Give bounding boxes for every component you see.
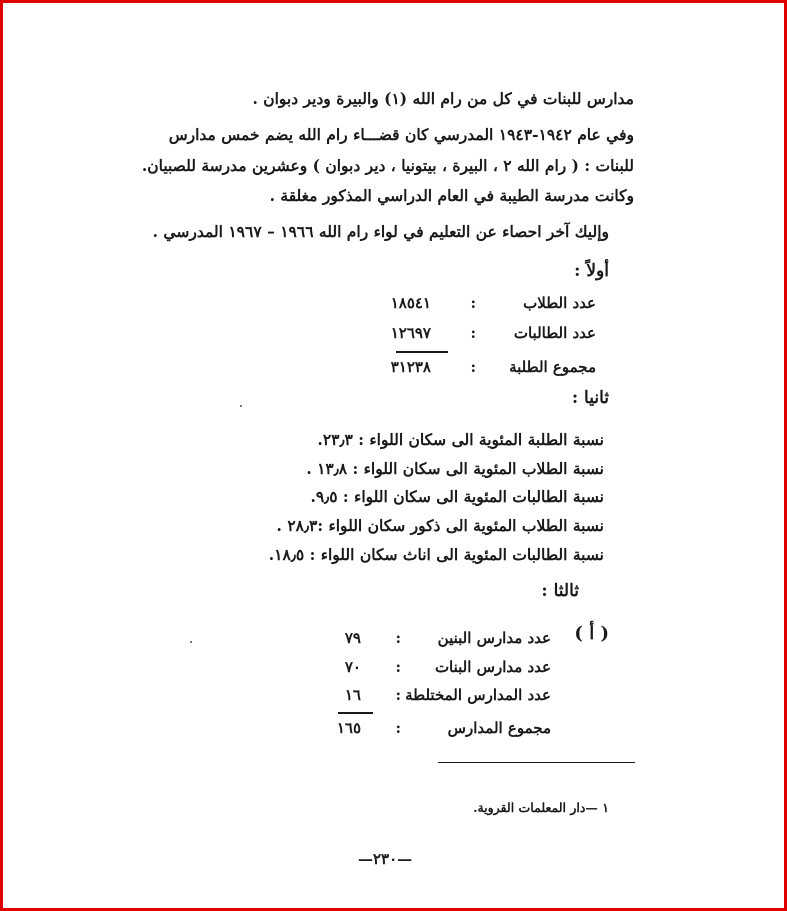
row-separator: : — [470, 294, 476, 312]
scan-speck — [240, 405, 242, 407]
ratio-line-5: نسبة الطالبات المئوية الى اناث سكان اللواء : ١٨٫٥. — [268, 545, 604, 564]
ratio-line-1: نسبة الطلبة المئوية الى سكان اللواء : ٢٣٫٣. — [317, 430, 604, 449]
paragraph-2-line-3: وكانت مدرسة الطيبة في العام الدراسي المذكور مغلقة . — [269, 186, 634, 205]
row-label: مجموع الطلبة — [509, 358, 596, 376]
paragraph-3-line-1: وإليك آخر احصاء عن التعليم في لواء رام الله ١٩٦٦ – ١٩٦٧ المدرسي . — [152, 222, 609, 241]
paragraph-1-line-1: مدارس للبنات في كل من رام الله (١) والبيرة ودير دبوان . — [252, 89, 634, 108]
scan-speck — [190, 641, 192, 643]
document-page — [3, 3, 784, 908]
row-label: مجموع المدارس — [447, 719, 551, 737]
ratio-line-4: نسبة الطلاب المئوية الى ذكور سكان اللواء :٢٨٫٣ . — [276, 516, 604, 535]
row-separator: : — [470, 324, 476, 342]
row-value: ١٢٦٩٧ — [390, 324, 431, 342]
row-value: ٧٩ — [344, 629, 361, 647]
section-2-heading: ثانيا : — [571, 388, 609, 408]
ratio-line-3: نسبة الطالبات المئوية الى سكان اللواء : ٩٫٥. — [310, 487, 604, 506]
row-label: عدد مدارس البنات — [434, 658, 551, 676]
section-3-heading: ثالثا : — [541, 581, 579, 601]
row-value: ١٦ — [344, 686, 361, 704]
row-label: عدد الطلاب — [523, 294, 596, 312]
row-value: ٣١٢٣٨ — [390, 358, 431, 376]
paragraph-2-line-1: وفي عام ١٩٤٢-١٩٤٣ المدرسي كان قضـــاء رام الله يضم خمس مدارس — [168, 125, 634, 144]
footnote: ١ —دار المعلمات القروية. — [473, 800, 609, 815]
section-1-heading: أولاً : — [574, 261, 609, 281]
row-label: عدد المدارس المختلطة — [405, 686, 551, 704]
row-value: ١٦٥ — [336, 719, 361, 737]
row-separator: : — [395, 686, 401, 704]
footnote-rule — [438, 762, 635, 763]
ratio-line-2: نسبة الطلاب المئوية الى سكان اللواء : ١٣٫٨ . — [306, 459, 604, 478]
row-label: عدد الطالبات — [513, 324, 596, 342]
row-value: ٧٠ — [344, 658, 361, 676]
row-separator: : — [470, 358, 476, 376]
row-separator: : — [395, 629, 401, 647]
item-marker-a: ( أ ) — [574, 623, 609, 644]
paragraph-2-line-2: للبنات : ( رام الله ٢ ، البيرة ، بيتونيا ، دير دبوان ) وعشرين مدرسة للصبيان. — [141, 156, 634, 175]
row-separator: : — [395, 658, 401, 676]
sum-rule-1 — [396, 351, 448, 353]
row-value: ١٨٥٤١ — [390, 294, 431, 312]
row-separator: : — [395, 719, 401, 737]
page-number: —٢٣٠— — [358, 850, 413, 868]
sum-rule-2 — [338, 712, 373, 714]
row-label: عدد مدارس البنين — [437, 629, 551, 647]
